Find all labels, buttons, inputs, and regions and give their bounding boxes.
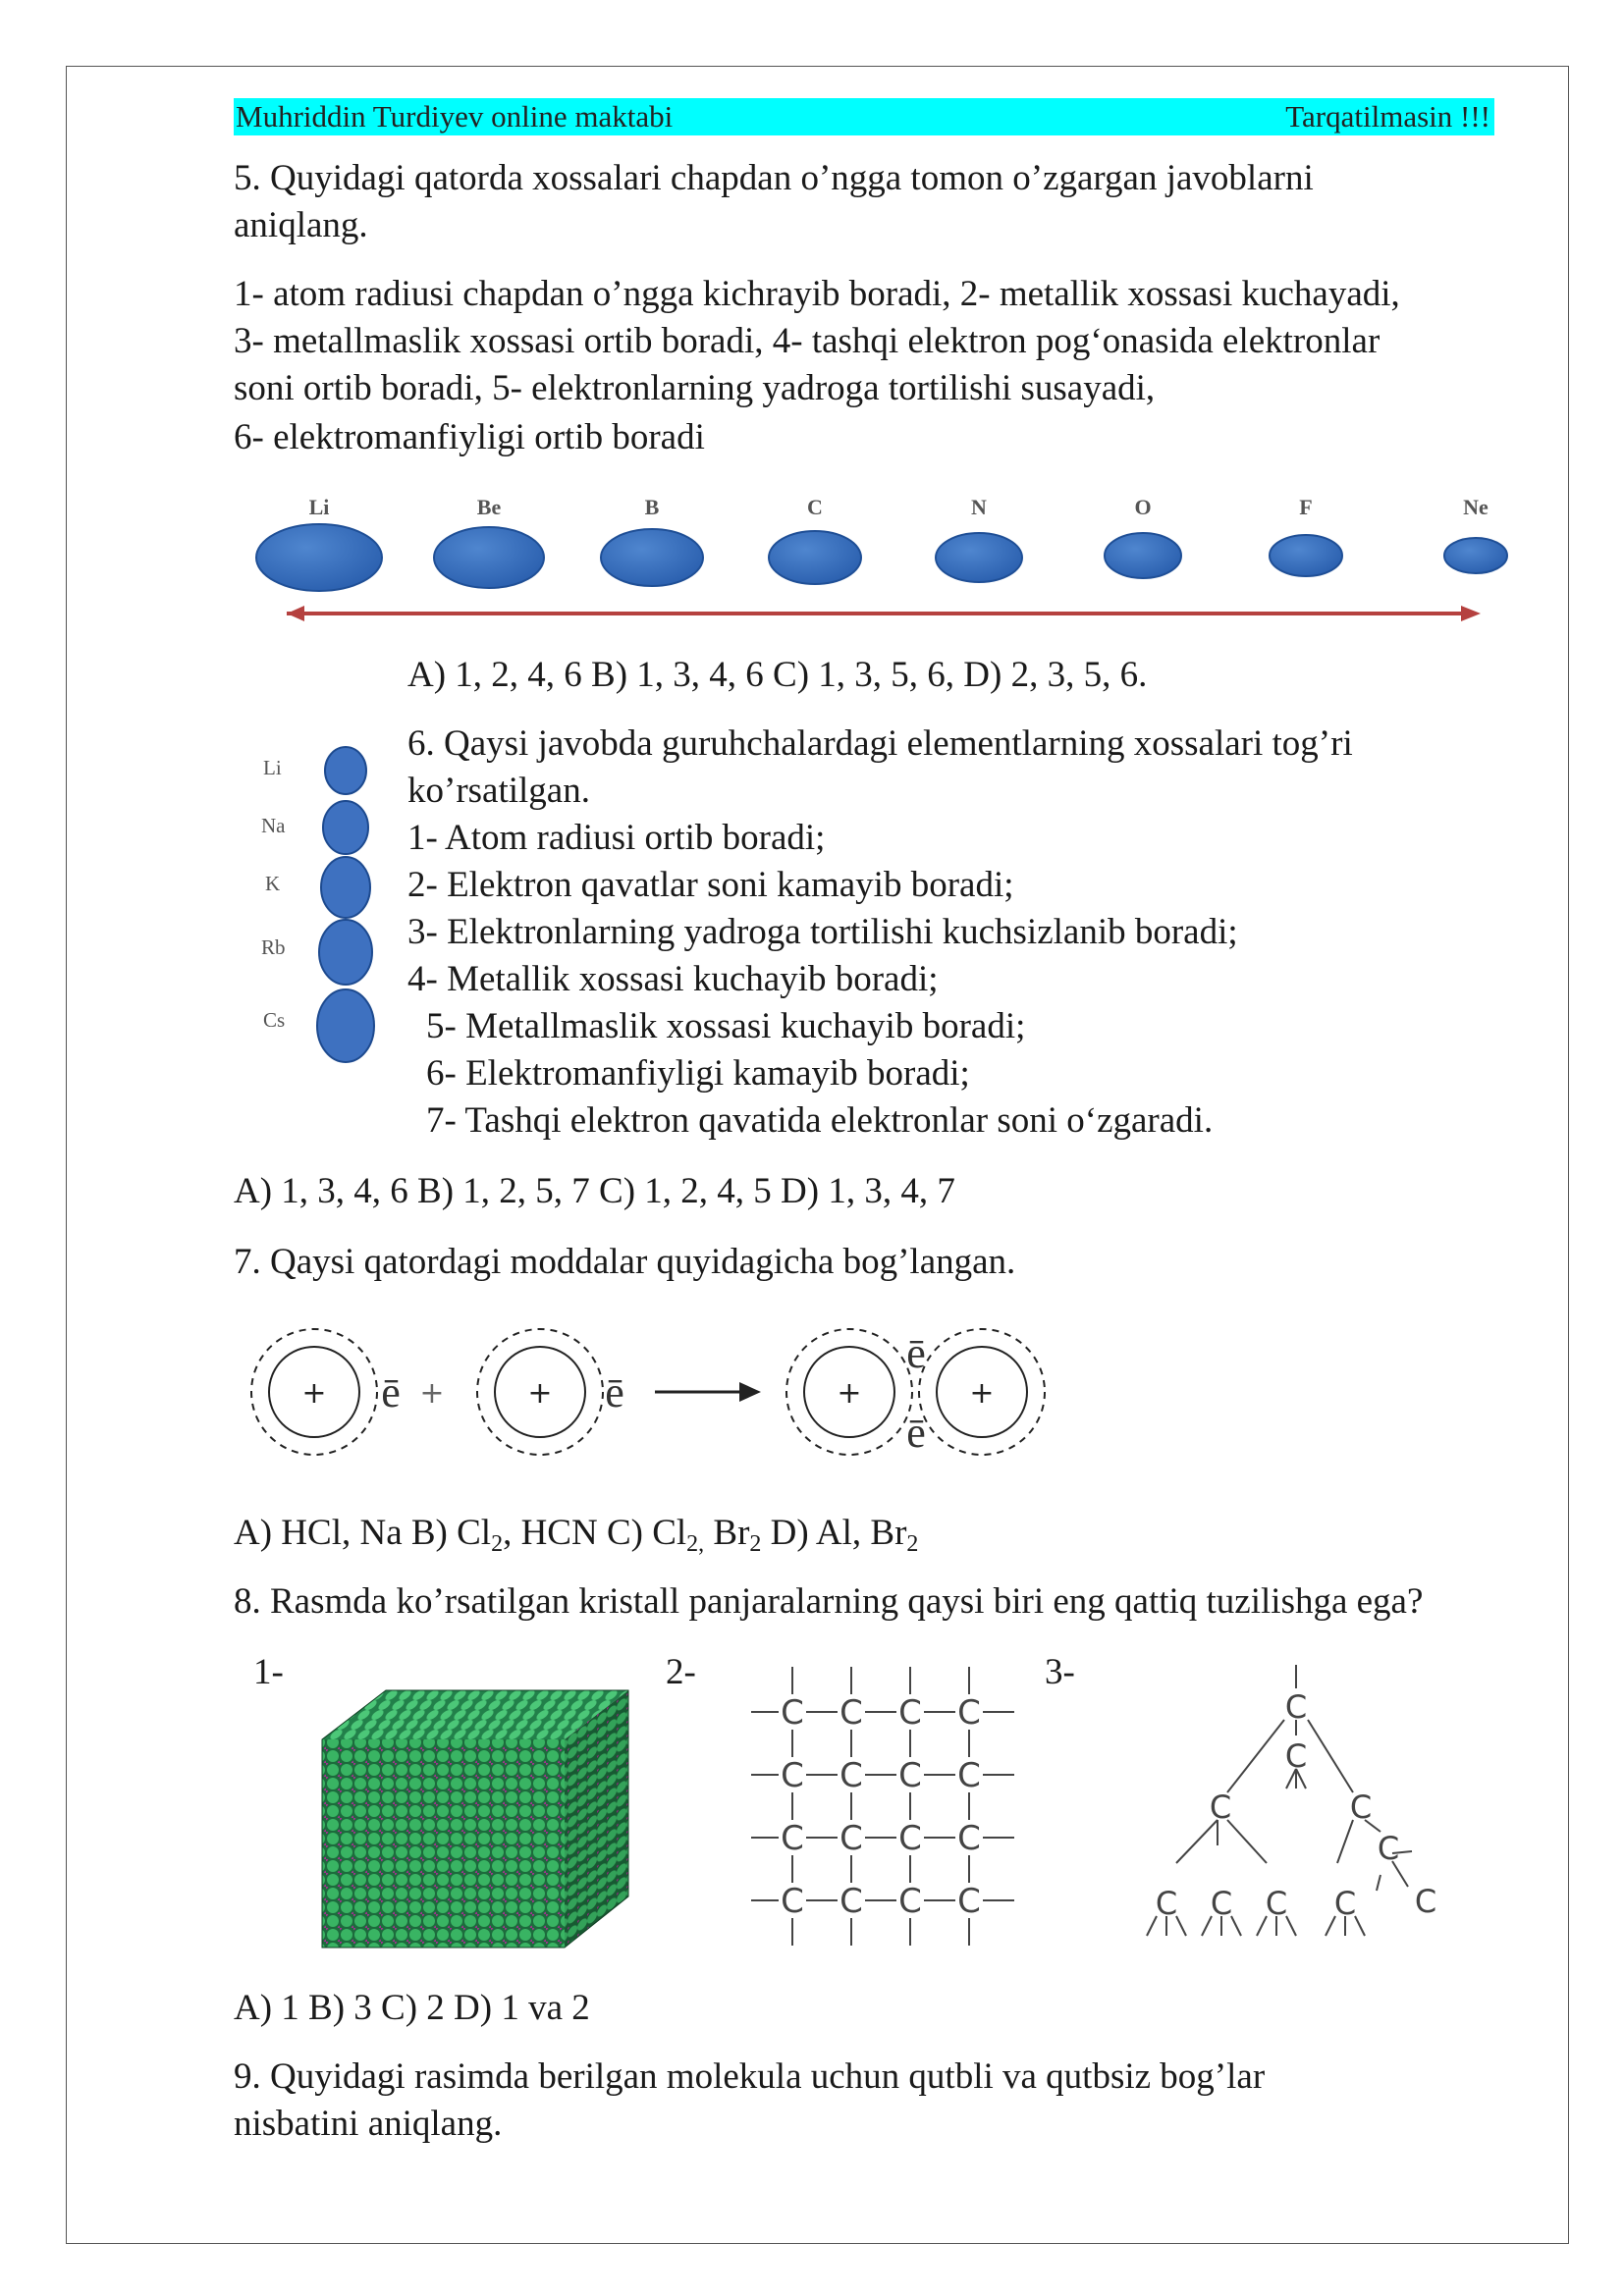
q6-statement-5: 5- Metallmaslik xossasi kuchayib boradi; [426,1006,1026,1046]
svg-text:C: C [1209,1789,1232,1826]
q5-statement-line-3: soni ortib boradi, 5- elektronlarning yadroga tortilishi susayadi, [234,368,1156,408]
q5-question-line-1: 5. Quyidagi qatorda xossalari chapdan o’ngga tomon o’zgargan javoblarni [234,158,1314,198]
element-label-b: B [644,495,660,519]
element-label-o: O [1134,495,1152,519]
group-label-li: Li [263,756,282,779]
q8-label-1: 1- [253,1652,284,1692]
ionic-crystal-cube [312,1681,638,1955]
svg-text:C: C [898,1882,922,1921]
atom-li [325,747,366,794]
group-label-na: Na [261,814,286,837]
q7-answer-d: D) Al, Br [761,1513,907,1553]
q6-statement-7: 7- Tashqi elektron qavatida elektronlar soni o‘zgaradi. [426,1100,1214,1141]
element-label-f: F [1299,495,1313,519]
q6-statement-2: 2- Elektron qavatlar soni kamayib boradi; [407,865,1014,905]
group-label-k: K [265,872,281,895]
q6-answer-options: A) 1, 3, 4, 6 B) 1, 2, 5, 7 C) 1, 2, 4, 5 D) 1, 3, 4, 7 [234,1171,955,1211]
svg-text:C: C [957,1756,981,1795]
atom-k [321,857,370,918]
nucleus-plus-4: + [969,1376,995,1411]
svg-text:C: C [781,1693,804,1733]
svg-text:C: C [781,1882,804,1921]
electron-2: ē [605,1368,624,1416]
distribution-notice: Tarqatilmasin !!! [1285,99,1490,133]
carbon-grid-lattice [741,1661,1026,1955]
atom-f [1270,535,1342,576]
q7-answer-a: A) HCl, Na B) Cl [234,1513,492,1553]
svg-text:C: C [1284,1737,1308,1775]
reaction-arrow [655,1382,761,1402]
covalent-bond-diagram [236,1325,1060,1472]
q6-question-line-1: 6. Qaysi javobda guruhchalardagi elementlarning xossalari tog’ri [407,723,1353,764]
q7-sub-d: 2 [906,1531,919,1557]
svg-text:C: C [1155,1885,1178,1922]
shared-electron-top: ē [906,1329,926,1377]
q9-question-line-2: nisbatini aniqlang. [234,2104,503,2144]
header-bar [234,98,1494,135]
svg-text:C: C [1284,1688,1308,1726]
group-atom-radius-diagram [257,738,395,1072]
svg-text:C: C [839,1882,863,1921]
q6-statement-1: 1- Atom radiusi ortib boradi; [407,818,826,858]
element-label-n: N [971,495,987,519]
atom-cs [317,989,374,1062]
q5-statement-line-2: 3- metallmaslik xossasi ortib boradi, 4- tashqi elektron pog‘onasida elektronlar [234,321,1380,361]
atom-rb [319,920,372,985]
svg-text:C: C [957,1882,981,1921]
svg-text:C: C [1210,1885,1233,1922]
q8-answer-options: A) 1 B) 3 C) 2 D) 1 va 2 [234,1988,590,2028]
q7-answer-c: Br [704,1513,750,1553]
double-arrow [287,606,1481,621]
atom-ne [1444,538,1507,573]
q6-statement-4: 4- Metallik xossasi kuchayib boradi; [407,959,939,999]
svg-text:C: C [898,1693,922,1733]
svg-text:C: C [839,1756,863,1795]
q8-label-3: 3- [1045,1652,1075,1692]
q7-sub-a: 2 [491,1531,504,1557]
atom-n [936,533,1022,582]
svg-text:C: C [898,1756,922,1795]
svg-text:C: C [1377,1830,1400,1867]
svg-text:C: C [781,1819,804,1858]
svg-text:C: C [898,1819,922,1858]
element-label-be: Be [476,495,502,519]
q5-statement-line-4: 6- elektromanfiyligi ortib boradi [234,417,705,457]
svg-text:C: C [1333,1885,1357,1922]
q9-question-line-1: 9. Quyidagi rasimda berilgan molekula uchun qutbli va qutbsiz bog’lar [234,2056,1266,2097]
group-label-cs: Cs [263,1008,286,1032]
q8-question: 8. Rasmda ko’rsatilgan kristall panjaralarning qaysi biri eng qattiq tuzilishga ega? [234,1581,1424,1622]
svg-text:C: C [839,1819,863,1858]
shared-electron-bottom: ē [906,1409,926,1457]
period-atom-radius-diagram [236,486,1532,633]
atom-be [434,527,544,588]
svg-text:C: C [1414,1883,1437,1920]
nucleus-plus-2: + [527,1376,553,1411]
q5-question-line-2: aniqlang. [234,205,368,245]
q5-statement-line-1: 1- atom radiusi chapdan o’ngga kichrayib boradi, 2- metallik xossasi kuchayadi, [234,274,1400,314]
q5-answer-options: A) 1, 2, 4, 6 B) 1, 3, 4, 6 C) 1, 3, 5, 6, D) 2, 3, 5, 6. [407,655,1148,695]
atom-b [601,529,703,586]
school-name: Muhriddin Turdiyev online maktabi [236,99,674,133]
q6-statement-6: 6- Elektromanfiyligi kamayib boradi; [426,1053,970,1094]
q7-answer-options [234,1510,918,1557]
q7-sub-c: 2 [749,1531,762,1557]
svg-text:C: C [1349,1789,1373,1826]
svg-text:C: C [957,1693,981,1733]
q6-question-line-2: ko’rsatilgan. [407,771,590,811]
atom-na [323,801,368,854]
nucleus-plus-3: + [837,1376,862,1411]
svg-text:C: C [839,1693,863,1733]
svg-text:C: C [1265,1885,1288,1922]
element-label-ne: Ne [1463,495,1489,519]
q6-statement-3: 3- Elektronlarning yadroga tortilishi kuchsizlanib boradi; [407,912,1238,952]
q7-sub-b: 2, [686,1531,705,1557]
q8-label-2: 2- [666,1652,696,1692]
atom-li [256,524,382,591]
cube-front-face [322,1739,565,1948]
group-label-rb: Rb [261,935,286,959]
element-label-c: C [807,495,823,519]
atom-c [769,531,861,584]
carbon-tree-lattice [1129,1659,1502,1944]
plus-operator: + [419,1376,445,1411]
q7-question: 7. Qaysi qatordagi moddalar quyidagicha bog’langan. [234,1242,1016,1282]
atom-o [1105,533,1181,578]
electron-1: ē [381,1368,401,1416]
q7-answer-b: , HCN C) Cl [503,1513,687,1553]
svg-text:C: C [781,1756,804,1795]
nucleus-plus-1: + [301,1376,327,1411]
svg-text:C: C [957,1819,981,1858]
element-label-li: Li [308,495,330,519]
